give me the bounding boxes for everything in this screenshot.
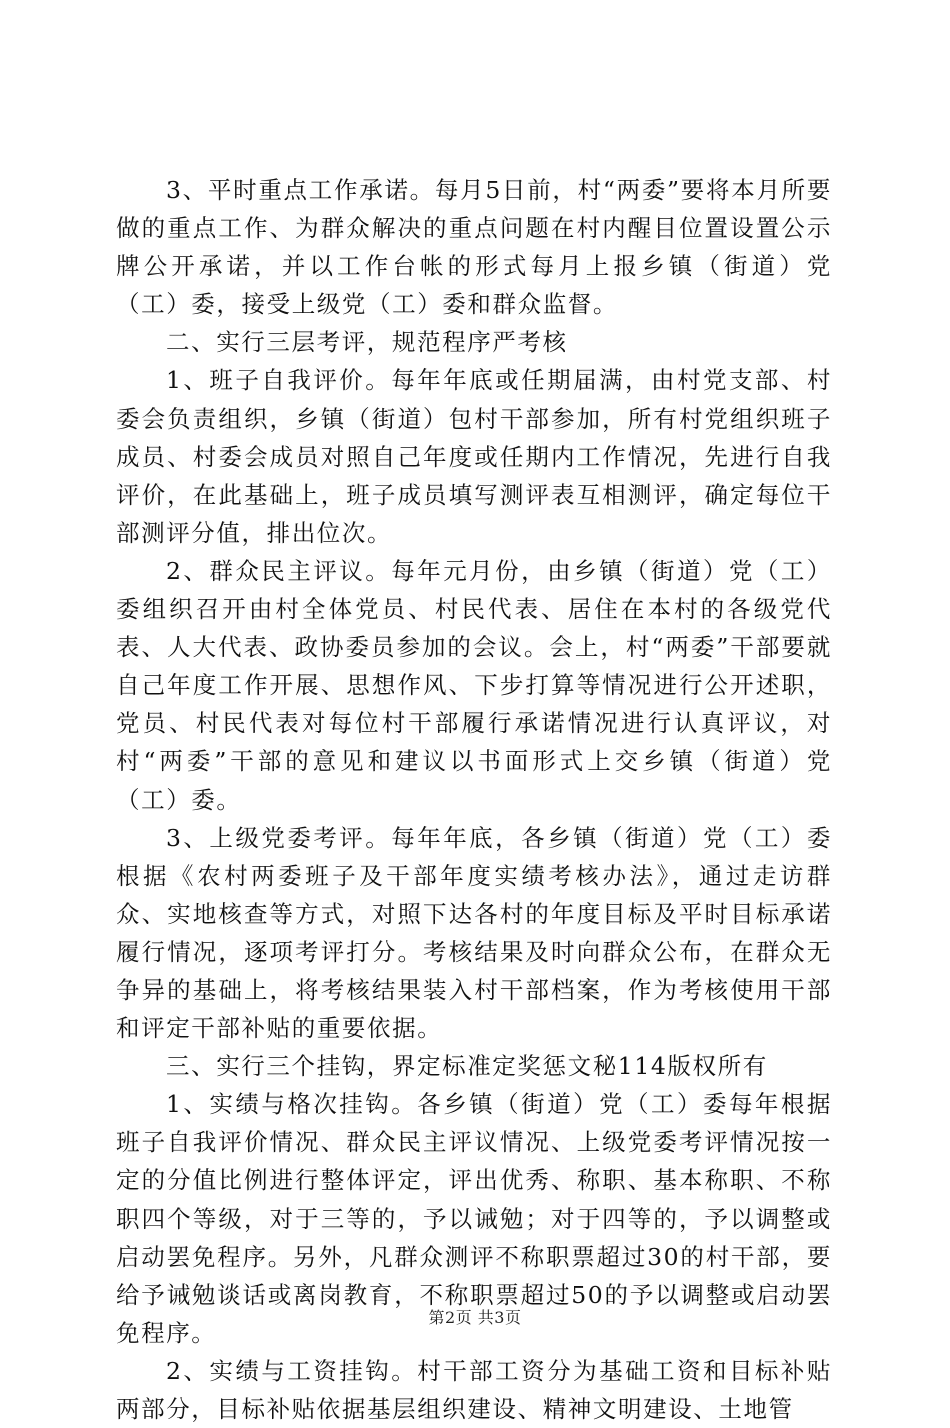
paragraph-performance-salary: 2、实绩与工资挂钩。村干部工资分为基础工资和目标补贴两部分，目标补贴依据基层组织建设、精神文明建设、土地管	[116, 1356, 832, 1423]
page-footer: 第2页 共3页	[428, 1308, 522, 1327]
paragraph-performance-grade: 1、实绩与格次挂钩。各乡镇（街道）党（工）委每年根据班子自我评价情况、群众民主评议情况、上级党委考评情况按一定的分值比例进行整体评定，评出优秀、称职、基本称职、不称职四个等级，对于三等的，予以诫勉；对于四等的，予以调整或启动罢免程序。另外，凡群众测评不称职票超过30的村干部，要给予诫勉谈话或离岗教育，不称职票超过50的予以调整或启动罢免程序。	[116, 1090, 832, 1347]
paragraph-public-review: 2、群众民主评议。每年元月份，由乡镇（街道）党（工）委组织召开由村全体党员、村民代表、居住在本村的各级党代表、人大代表、政协委员参加的会议。会上，村“两委”干部要就自己年度工作开展、思想作风、下步打算等情况进行公开述职，党员、村民代表对每位村干部履行承诺情况进行认真评议，对村“两委”干部的意见和建议以书面形式上交乡镇（街道）党（工）委。	[116, 556, 832, 814]
section-heading-3: 三、实行三个挂钩，界定标准定奖惩文秘114版权所有	[166, 1052, 768, 1081]
paragraph-commitment-3: 3、平时重点工作承诺。每月5日前，村“两委”要将本月所要做的重点工作、为群众解决的重点问题在村内醒目位置设置公示牌公开承诺，并以工作台帐的形式每月上报乡镇（街道）党（工）委，接受上级党（工）委和群众监督。	[116, 176, 832, 319]
section-heading-2: 二、实行三层考评，规范程序严考核	[166, 328, 568, 357]
paragraph-self-evaluation: 1、班子自我评价。每年年底或任期届满，由村党支部、村委会负责组织，乡镇（街道）包村干部参加，所有村党组织班子成员、村委会成员对照自己年度或任期内工作情况，先进行自我评价，在此基础上，班子成员填写测评表互相测评，确定每位干部测评分值，排出位次。	[116, 366, 832, 547]
paragraph-party-evaluation: 3、上级党委考评。每年年底，各乡镇（街道）党（工）委根据《农村两委班子及干部年度实绩考核办法》，通过走访群众、实地核查等方式，对照下达各村的年度目标及平时目标承诺履行情况，逐项考评打分。考核结果及时向群众公布，在群众无争异的基础上，将考核结果装入村干部档案，作为考核使用干部和评定干部补贴的重要依据。	[116, 823, 832, 1043]
document-body	[116, 171, 832, 1428]
